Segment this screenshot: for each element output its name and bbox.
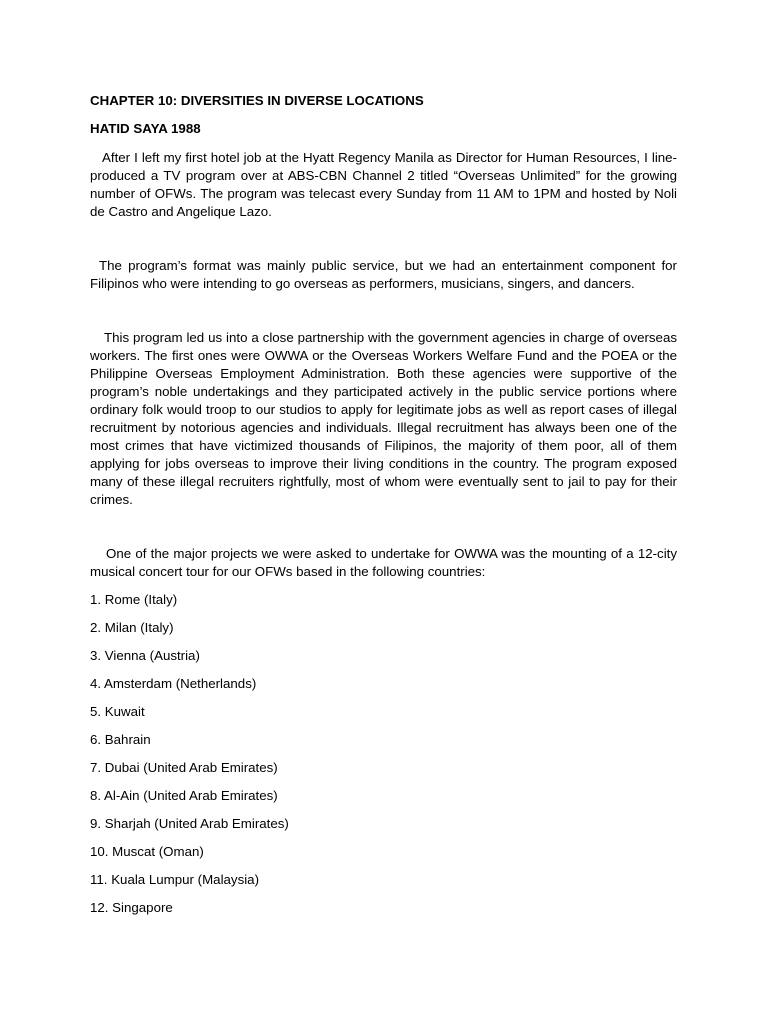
paragraph-3: This program led us into a close partnership with the government agencies in charge of overseas workers. The first ones were OWWA or the Overseas Workers Welfare Fund and the POEA or the Philippine Overseas Employment Administration. Both these agencies were supportive of the program’s noble undertakings and they participated actively in the public service portions where ordinary folk would troop to our studios to apply for legitimate jobs as well as report cases of illegal recruitment by notorious agencies and individuals. Illegal recruitment has always been one of the most crimes that have victimized thousands of Filipinos, the majority of them poor, all of them applying for jobs overseas to improve their living conditions in the country. The program exposed many of these illegal recruiters rightfully, most of whom were eventually sent to jail to pay for their crimes. [90,330,677,507]
list-item: 1. Rome (Italy) [90,592,178,607]
paragraph-1: After I left my first hotel job at the Hyatt Regency Manila as Director for Human Resources, I line-produced a TV program over at ABS-CBN Channel 2 titled “Overseas Unlimited” for the growing number of OFWs. The program was telecast every Sunday from 11 AM to 1PM and hosted by Noli de Castro and Angelique Lazo. [90,150,677,219]
list-item: 7. Dubai (United Arab Emirates) [90,760,278,775]
list-item: 12. Singapore [90,900,173,915]
list-item: 5. Kuwait [90,704,145,719]
city-list [90,591,677,917]
list-item: 6. Bahrain [90,732,151,747]
list-item: 8. Al-Ain (United Arab Emirates) [90,788,278,803]
section-title: HATID SAYA 1988 [90,121,201,136]
list-item: 3. Vienna (Austria) [90,648,200,663]
list-item: 9. Sharjah (United Arab Emirates) [90,816,289,831]
chapter-title: CHAPTER 10: DIVERSITIES IN DIVERSE LOCATIONS [90,93,424,108]
document-page [90,92,677,927]
list-item: 4. Amsterdam (Netherlands) [90,676,257,691]
paragraph-4: One of the major projects we were asked to undertake for OWWA was the mounting of a 12-city musical concert tour for our OFWs based in the following countries: [90,546,677,579]
list-item: 2. Milan (Italy) [90,620,174,635]
paragraph-2: The program’s format was mainly public service, but we had an entertainment component for Filipinos who were intending to go overseas as performers, musicians, singers, and dancers. [90,258,677,291]
list-item: 10. Muscat (Oman) [90,844,204,859]
list-item: 11. Kuala Lumpur (Malaysia) [90,872,259,887]
